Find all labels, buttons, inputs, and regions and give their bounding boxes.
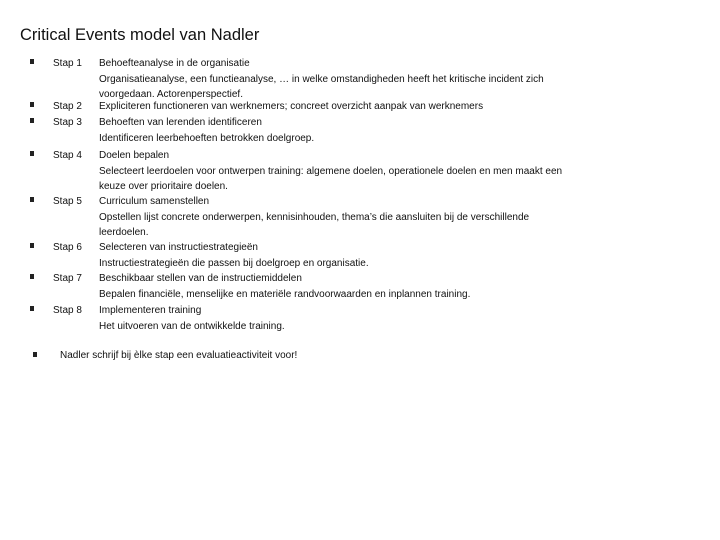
step-label: Stap 5 xyxy=(53,196,82,207)
step-description-line: Identificeren leerbehoeften betrokken doelgroep. xyxy=(99,132,315,144)
step-description-line: Organisatieanalyse, een functieanalyse, … in welke omstandigheden heeft het kritische incident zich xyxy=(99,73,544,85)
step-description-line: leerdoelen. xyxy=(99,227,149,238)
step-label: Stap 2 xyxy=(53,101,82,112)
bullet-icon xyxy=(30,151,34,156)
step-description-line: Implementeren training xyxy=(99,305,202,316)
step-label: Stap 1 xyxy=(53,58,82,69)
step-description-line: voorgedaan. Actorenperspectief. xyxy=(99,89,243,100)
step-description-line: Opstellen lijst concrete onderwerpen, kennisinhouden, thema’s die aansluiten bij de verschillende xyxy=(99,211,530,223)
bullet-icon xyxy=(30,102,34,107)
bullet-icon xyxy=(30,274,34,279)
step-description-line: Curriculum samenstellen xyxy=(99,196,210,207)
step-description xyxy=(99,56,619,103)
step-label: Stap 6 xyxy=(53,242,82,253)
step-description xyxy=(99,194,619,241)
step-description-line: Selecteert leerdoelen voor ontwerpen training: algemene doelen, operationele doelen en men maakt een xyxy=(99,165,563,177)
bullet-icon xyxy=(30,306,34,311)
step-description-line: Beschikbaar stellen van de instructiemiddelen xyxy=(99,273,302,284)
step-description-line: Bepalen financiële, menselijke en materiële randvoorwaarden en inplannen training. xyxy=(99,288,471,300)
footer-bullet-icon xyxy=(33,352,37,357)
step-description-line: Behoefteanalyse in de organisatie xyxy=(99,58,250,69)
step-description xyxy=(99,240,619,271)
step-label: Stap 8 xyxy=(53,305,82,316)
step-description-line: Het uitvoeren van de ontwikkelde training. xyxy=(99,320,285,332)
step-description xyxy=(99,148,619,195)
slide-title: Critical Events model van Nadler xyxy=(20,26,260,44)
step-description-line: Expliciteren functioneren van werknemers; concreet overzicht aanpak van werknemers xyxy=(99,101,484,112)
step-description-line: Instructiestrategieën die passen bij doelgroep en organisatie. xyxy=(99,257,369,269)
bullet-icon xyxy=(30,243,34,248)
step-description xyxy=(99,271,619,302)
step-description xyxy=(99,99,619,115)
bullet-icon xyxy=(30,118,34,123)
footer-note: Nadler schrijf bij èlke stap een evaluatieactiviteit voor! xyxy=(60,350,298,361)
step-description-line: Doelen bepalen xyxy=(99,150,170,161)
step-description-line: Behoeften van lerenden identificeren xyxy=(99,117,262,128)
step-description xyxy=(99,115,619,146)
bullet-icon xyxy=(30,197,34,202)
step-description-line: keuze over prioritaire doelen. xyxy=(99,181,228,192)
step-label: Stap 3 xyxy=(53,117,82,128)
bullet-icon xyxy=(30,59,34,64)
step-description-line: Selecteren van instructiestrategieën xyxy=(99,242,258,253)
step-label: Stap 7 xyxy=(53,273,82,284)
step-label: Stap 4 xyxy=(53,150,82,161)
step-description xyxy=(99,303,619,334)
